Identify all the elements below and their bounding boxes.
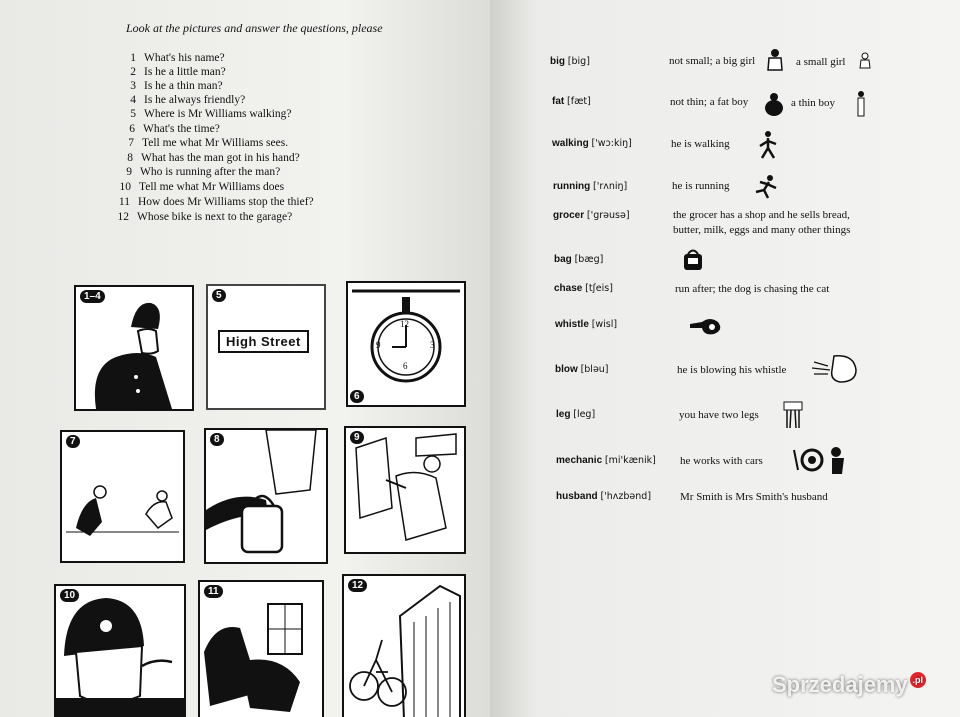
panel-number: 11 (204, 585, 223, 598)
question-item: 12 Whose bike is next to the garage? (117, 211, 293, 223)
vocab-word: running ['rʌniŋ] (553, 181, 628, 192)
panel-number: 6 (350, 390, 364, 403)
policeman-stops-thief-icon (200, 582, 322, 717)
vocab-word: walking ['wɔ:kiŋ] (552, 138, 632, 149)
panel-number: 1–4 (80, 290, 105, 303)
bag-in-hand-icon (206, 430, 326, 562)
question-item: 5 Where is Mr Williams walking? (130, 108, 292, 120)
vocab-definition: you have two legs (679, 409, 759, 421)
question-item: 3 Is he a thin man? (130, 80, 223, 92)
question-item: 10 Tell me what Mr Williams does (119, 181, 285, 193)
vocab-definition: a small girl (796, 56, 846, 68)
panel-policeman (74, 285, 194, 411)
question-item: 4 Is he always friendly? (130, 94, 246, 106)
vocab-definition: he is walking (671, 138, 730, 150)
vocab-word: whistle [wisl] (555, 319, 618, 330)
policeman-icon (76, 287, 192, 409)
vocab-definition: he works with cars (680, 455, 763, 467)
vocab-definition: not thin; a fat boy (670, 96, 749, 108)
clock-icon (348, 283, 464, 405)
question-item: 7 Tell me what Mr Williams sees. (128, 137, 289, 149)
street-sign: High Street (218, 330, 309, 353)
big-girl-icon (766, 48, 784, 74)
clock-number: 3 (430, 340, 435, 350)
question-item: 2 Is he a little man? (130, 66, 226, 78)
vocab-word: blow [bləu] (555, 364, 609, 375)
vocab-definition: a thin boy (791, 97, 835, 109)
vocab-definition: run after; the dog is chasing the cat (675, 283, 830, 295)
vocab-definition: the grocer has a shop and he sells bread, (673, 209, 850, 221)
vocab-word: mechanic [mi'kænik] (556, 455, 656, 466)
running-men-icon (62, 432, 183, 561)
clock-number: 12 (400, 319, 409, 329)
vocab-word: big [big] (550, 56, 590, 67)
vocab-definition: not small; a big girl (669, 55, 756, 67)
bike-and-garage-icon (344, 576, 464, 717)
vocab-definition: Mr Smith is Mrs Smith's husband (680, 491, 828, 503)
vocab-definition: butter, milk, eggs and many other things (673, 224, 851, 236)
instruction-title: Look at the pictures and answer the questions, please (126, 21, 383, 35)
vocab-word: fat [fæt] (552, 96, 591, 107)
question-item: 11 How does Mr Williams stop the thief? (118, 196, 314, 208)
police-whistle-icon (56, 586, 184, 717)
legs-icon (782, 400, 804, 430)
question-item: 8 What has the man got in his hand? (127, 152, 300, 164)
panel-grocer (344, 426, 466, 554)
panel-whistle (54, 584, 186, 717)
vocab-word: husband ['hʌzbənd] (556, 491, 652, 502)
vocab-word: chase [tʃeis] (554, 283, 613, 294)
vocabulary-page (490, 0, 960, 717)
vocab-definition: he is blowing his whistle (677, 364, 787, 376)
panel-number: 5 (212, 289, 226, 302)
panel-street-sign (206, 284, 326, 410)
panel-number: 12 (348, 579, 367, 592)
panel-number: 10 (60, 589, 79, 602)
vocab-word: leg [leg] (556, 409, 596, 420)
panel-number: 9 (350, 431, 364, 444)
bag-icon (682, 248, 704, 272)
vocab-word: grocer ['grəusə] (553, 210, 630, 221)
whistle-icon (688, 314, 728, 336)
panel-chase (60, 430, 185, 563)
panel-number: 8 (210, 433, 224, 446)
watermark-logo: Sprzedajemy .pl (772, 672, 926, 698)
vocab-word: bag [bæg] (554, 254, 604, 265)
panel-number: 7 (66, 435, 80, 448)
clock-number: 9 (376, 340, 381, 350)
question-item: 6 What's the time? (129, 123, 220, 135)
fat-boy-icon (763, 92, 785, 118)
small-girl-icon (858, 52, 872, 72)
panel-bag (204, 428, 328, 564)
panel-stop-thief (198, 580, 324, 717)
grocer-icon (346, 428, 464, 552)
question-item: 1 What's his name? (130, 52, 225, 64)
running-man-icon (754, 174, 780, 200)
panel-bike-garage (342, 574, 466, 717)
blowing-whistle-icon (810, 354, 858, 384)
question-item: 9 Who is running after the man? (126, 166, 281, 178)
mechanic-icon (792, 444, 848, 476)
walking-man-icon (756, 130, 780, 160)
vocab-definition: he is running (672, 180, 730, 192)
thin-boy-icon (856, 90, 866, 118)
clock-number: 6 (403, 361, 408, 371)
panel-clock (346, 281, 466, 407)
